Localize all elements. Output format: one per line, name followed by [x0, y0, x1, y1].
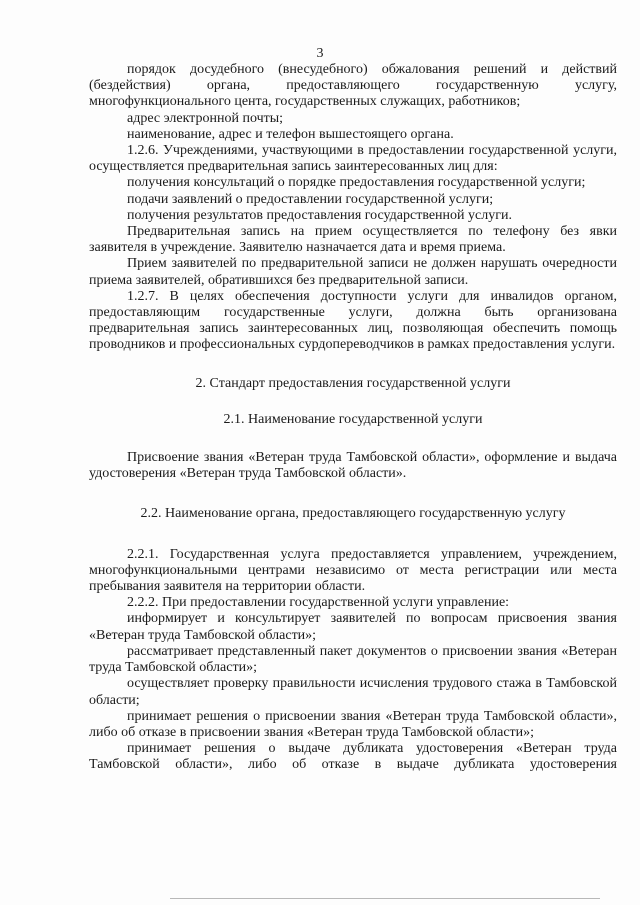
paragraph: адрес электронной почты; [127, 110, 284, 126]
paragraph: Прием заявителей по предварительной записи не должен нарушать очередности приема заявителей, обратившихся без предварительной записи. [89, 256, 617, 288]
paragraph: 1.2.6. Учреждениями, участвующими в предоставлении государственной услуги, осуществляется предварительная запись заинтересованных лиц для: [89, 143, 617, 175]
paragraph: Присвоение звания «Ветеран труда Тамбовской области», оформление и выдача удостоверения «Ветеран труда Тамбовской области». [89, 450, 617, 482]
paragraph: принимает решения о присвоении звания «Ветеран труда Тамбовской области», либо об отказе в присвоении звания «Ветеран труда Тамбовской области»; [89, 708, 617, 740]
paragraph: осуществляет проверку правильности исчисления трудового стажа в Тамбовской области; [89, 676, 617, 708]
paragraph: принимает решения о выдаче дубликата удостоверения «Ветеран труда Тамбовской области», либо об отказе в выдаче дубликата удостоверения [89, 741, 617, 773]
paragraph: информирует и консультирует заявителей по вопросам присвоения звания «Ветеран труда Тамбовской области»; [89, 611, 617, 643]
paragraph: подачи заявлений о предоставлении государственной услуги; [127, 191, 494, 207]
paragraph: получения результатов предоставления государственной услуги. [127, 207, 512, 223]
paragraph: получения консультаций о порядке предоставления государственной услуги; [127, 175, 586, 191]
scan-edge-line [170, 898, 600, 899]
paragraph: Предварительная запись на прием осуществляется по телефону без явки заявителя в учреждение. Заявителю назначается дата и время приема. [89, 224, 617, 256]
subsection-heading: 2.2. Наименование органа, предоставляющего государственную услугу [140, 506, 566, 522]
paragraph: наименование, адрес и телефон вышестоящего органа. [127, 126, 454, 142]
document-body [89, 62, 617, 774]
paragraph: порядок досудебного (внесудебного) обжалования решений и действий (бездействия) органа, предоставляющего государственную услугу, многофункционального цента, государственных служащих, работников; [89, 62, 617, 110]
paragraph: 2.2.2. При предоставлении государственной услуги управление: [127, 595, 510, 611]
section-heading: 2. Стандарт предоставления государственной услуги [195, 375, 511, 391]
paragraph: рассматривает представленный пакет документов о присвоении звания «Ветеран труда Тамбовской области»; [89, 643, 617, 676]
page-number: 3 [316, 46, 324, 61]
paragraph: 2.2.1. Государственная услуга предоставляется управлением, учреждением, многофункциональными центрами независимо от места регистрации или места пребывания заявителя на территории области. [89, 546, 617, 595]
paragraph: 1.2.7. В целях обеспечения доступности услуги для инвалидов органом, предоставляющим государственные услуги, должна быть организована предварительная запись заинтересованных лиц, позволяющая обеспечить помощь проводников и профессиональных сурдопереводчиков в рамках предоставления услуги. [89, 288, 617, 353]
subsection-heading: 2.1. Наименование государственной услуги [223, 411, 483, 427]
